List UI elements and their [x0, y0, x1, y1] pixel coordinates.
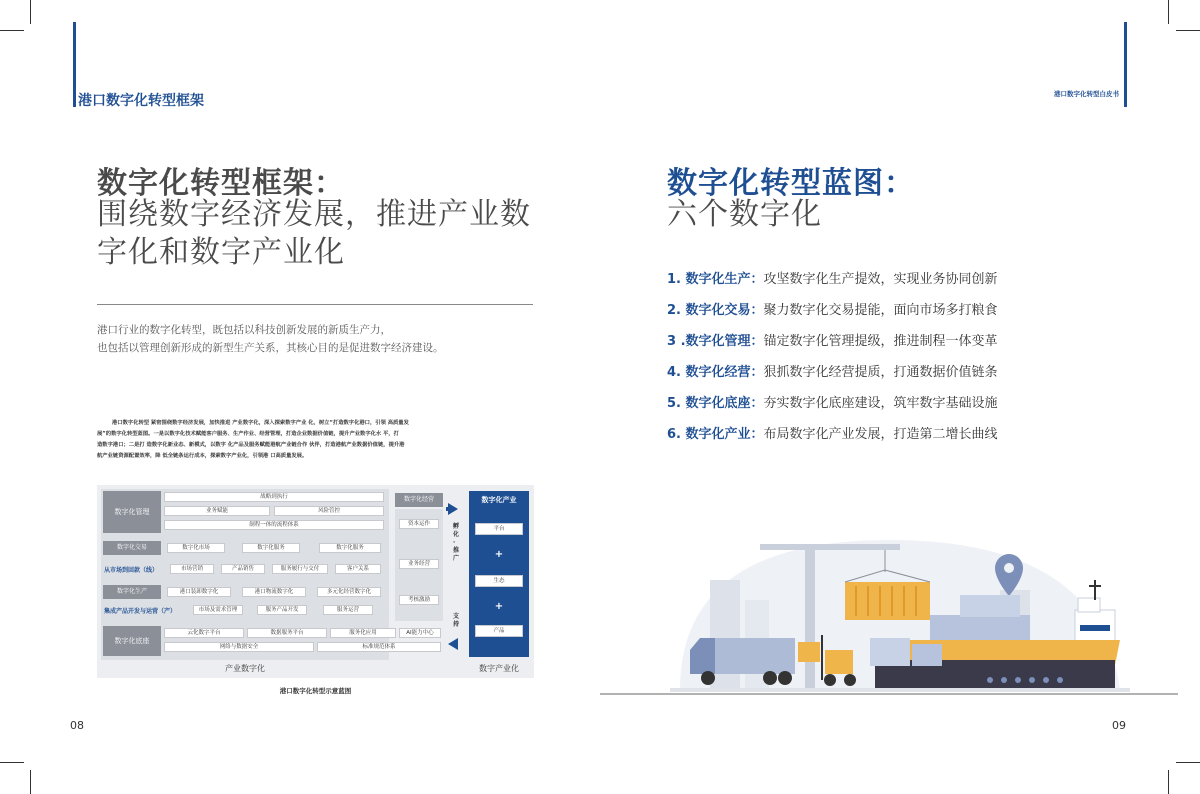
industry-header: 数字化产业	[481, 496, 517, 504]
produce-cell: 港口物流数字化	[242, 587, 306, 597]
right-heading-line2: 六个数字化	[667, 197, 822, 232]
truck-wheel	[778, 671, 792, 685]
small-para-line1: 港口数字化转型 紧密围绕数字经济发展，加快推进 产业数字化，深入探索数字产业 化，树立“打造数字化港口，引领 高质量发	[112, 420, 409, 426]
truck-trailer	[715, 638, 795, 674]
plus-icon: +	[494, 549, 504, 560]
blueprint-item	[667, 268, 998, 287]
ship-hull-stripe	[875, 660, 1115, 690]
small-paragraph	[97, 418, 537, 462]
base-cell: 数据服务平台	[247, 628, 327, 638]
intro-line1: 港口行业的数字化转型，既包括以科技创新发展的新质生产力，	[97, 324, 391, 336]
crop-mark	[1168, 0, 1169, 24]
trade-cell-service1: 数字化服务	[242, 543, 300, 553]
produce-sub-cell: 市场及需求管理	[193, 605, 243, 615]
blueprint-item	[667, 330, 998, 349]
right-page-number: 09	[1112, 719, 1126, 732]
industry-cell-product: 产品	[475, 625, 523, 637]
header-accent-bar	[73, 22, 76, 107]
crane-arm	[760, 544, 900, 550]
trade-cell-market: 数字化市场	[167, 543, 225, 553]
mgmt-cell-enable: 业务赋能	[164, 506, 270, 516]
small-para-line4: 航产业链资源配置效率，降 低全链条运行成本，探索数字产业化，引领港 口高质量发展。	[97, 453, 308, 459]
crop-mark	[0, 762, 24, 763]
item-text: 夯实数字化底座建设，筑牢数字基础设施	[763, 396, 998, 411]
base-cell: 网络与数据安全	[164, 642, 314, 652]
bottom-left-label: 产业数字化	[225, 664, 265, 673]
truck-wheel	[763, 671, 777, 685]
base-cell: 标准规范体系	[317, 642, 441, 652]
item-text: 狠抓数字化经营提质，打通数据价值链条	[763, 365, 998, 380]
trade-sub-label: 从市场到回款（线）	[104, 567, 159, 574]
trade-sub-cell: 服务履行与交付	[272, 564, 328, 574]
trade-sub-cell: 客户关系	[335, 564, 381, 574]
right-header-title: 港口数字化转型白皮书	[1054, 90, 1119, 98]
crop-mark	[1168, 770, 1169, 794]
item-label: 3 .数字化管理：	[667, 334, 764, 349]
item-text: 布局数字化产业发展，打造第二增长曲线	[763, 427, 998, 442]
framework-diagram	[97, 485, 534, 678]
blueprint-item	[667, 423, 998, 442]
right-heading-line1: 数字化转型蓝图：	[667, 166, 915, 201]
ops-cell: 考核激励	[399, 595, 439, 605]
diagram-caption: 港口数字化转型示意蓝图	[279, 687, 352, 695]
trade-cell-service2: 数字化服务	[319, 543, 381, 553]
produce-sub-label: 集成产品开发与运营（产）	[104, 608, 177, 615]
cargo-stack	[870, 638, 910, 666]
produce-sub-cell: 服务产品开发	[257, 605, 307, 615]
forklift-body	[825, 650, 853, 674]
trade-sub-cell: 市场营销	[170, 564, 214, 574]
crane-tower	[805, 545, 815, 690]
row-label-base: 数字化底座	[103, 626, 161, 656]
port-illustration	[600, 520, 1178, 700]
item-label: 5. 数字化底座：	[667, 396, 764, 411]
crop-mark	[1176, 30, 1200, 31]
item-text: 聚力数字化交易提能，面向市场多打粮食	[763, 303, 998, 318]
base-cell: AI能力中心	[399, 628, 441, 638]
left-heading-line1: 数字化转型框架：	[97, 166, 345, 201]
forklift-cargo	[798, 642, 820, 662]
left-heading-line2: 围绕数字经济发展，推进产业数	[97, 197, 531, 232]
produce-sub-cell: 服务运营	[323, 605, 373, 615]
row-label-produce: 数字化生产	[103, 585, 161, 599]
industry-cell-ecology: 生态	[475, 575, 523, 587]
ship-containers	[960, 595, 1020, 617]
cargo-stack	[912, 644, 942, 666]
crop-mark	[0, 30, 24, 31]
base-cell: 云化数字平台	[164, 628, 244, 638]
ship-containers	[930, 615, 1030, 640]
intro-line2: 也包括以管理创新形成的新型生产关系，其核心目的是促进数字经济建设。	[97, 342, 444, 354]
left-heading-line3: 字化和数字产业化	[97, 235, 345, 270]
blueprint-item	[667, 299, 998, 318]
trade-sub-cell: 产品销售	[221, 564, 265, 574]
ops-header: 数字化经营	[395, 493, 443, 507]
crop-mark	[30, 770, 31, 794]
item-label: 6. 数字化产业：	[667, 427, 764, 442]
ops-cell: 业务经营	[399, 559, 439, 569]
produce-cell: 多元化经营数字化	[317, 587, 381, 597]
item-label: 2. 数字化交易：	[667, 303, 764, 318]
arrow-right-shaft	[446, 507, 450, 511]
mgmt-cell-strategy: 战略到执行	[164, 492, 384, 502]
divider	[97, 304, 533, 305]
crop-mark	[1176, 762, 1200, 763]
mgmt-cell-risk: 风险管控	[274, 506, 384, 516]
mgmt-cell-process: 制程一体的流程体系	[164, 520, 384, 530]
item-label: 4. 数字化经营：	[667, 365, 764, 380]
left-header-title: 港口数字化转型框架	[78, 93, 204, 109]
item-label: 1. 数字化生产：	[667, 272, 764, 287]
blueprint-item	[667, 392, 998, 411]
hanging-container	[845, 582, 930, 620]
small-para-line2: 展”的数字化转型蓝图。一是以数字化技术赋能客户服务、生产作业、经营管理，打造企业数据价值链，提升产业数字化水 平，打	[97, 431, 399, 437]
base-cell: 服务化应用	[330, 628, 396, 638]
item-text: 攻坚数字化生产提效，实现业务协同创新	[763, 272, 998, 287]
mid-bottom-label: 支持	[453, 613, 460, 628]
crop-mark	[30, 0, 31, 24]
row-label-trade: 数字化交易	[103, 541, 161, 555]
industry-cell-platform: 平台	[475, 523, 523, 535]
produce-cell: 港口装卸数字化	[167, 587, 231, 597]
truck-wheel	[701, 671, 715, 685]
row-label-mgmt: 数字化管理	[103, 491, 161, 533]
ground-strip	[670, 688, 1130, 692]
small-para-line3: 造数字港口；二是打 造数字化新业态、新模式，以数字 化产品及服务赋能港航产业链合作 伙伴，打造港航产业数据价值链，提升港	[97, 442, 405, 448]
mid-top-label: 孵化·推广	[453, 523, 460, 562]
blueprint-item	[667, 361, 998, 380]
header-accent-bar	[1124, 22, 1127, 107]
item-text: 锚定数字化管理提级，推进制程一体变革	[763, 334, 998, 349]
bottom-right-label: 数字产业化	[479, 664, 519, 673]
plus-icon: +	[494, 601, 504, 612]
arrow-left-icon	[448, 638, 458, 650]
ops-cell: 资本运作	[399, 519, 439, 529]
left-page-number: 08	[70, 719, 84, 732]
